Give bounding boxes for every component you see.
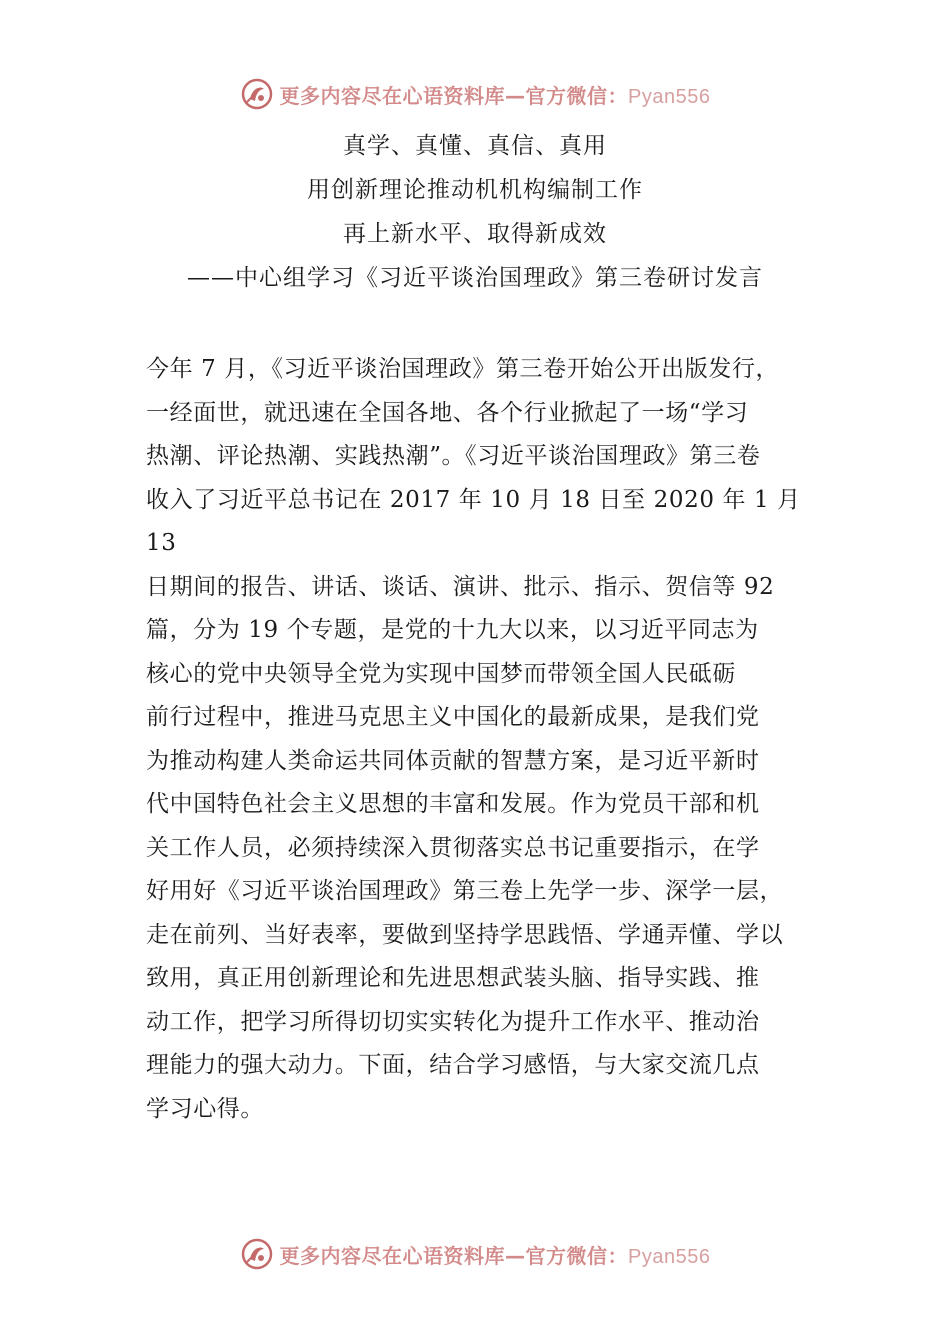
text-line: 好用好《习近平谈治国理政》第三卷上先学一步、深学一层，	[146, 878, 784, 904]
logo-icon	[240, 1237, 274, 1271]
text-line: 日期间的报告、讲话、谈话、演讲、批示、指示、贺信等 92	[146, 573, 775, 600]
header-banner	[0, 74, 950, 114]
text-line: 前行过程中，推进马克思主义中国化的最新成果，是我们党	[146, 704, 760, 730]
text-line: 核心的党中央领导全党为实现中国梦而带领全国人民砥砺	[146, 660, 736, 687]
text-line: 13	[146, 530, 177, 556]
text-line: 动工作，把学习所得切切实实转化为提升工作水平、推动治	[146, 1008, 760, 1035]
wechat-id: Pyan556	[628, 1245, 711, 1268]
title-line: 真学、真懂、真信、真用	[343, 133, 607, 159]
title-line: 再上新水平、取得新成效	[343, 221, 607, 247]
text-line: 学习心得。	[146, 1095, 264, 1122]
wechat-id: Pyan556	[628, 85, 711, 108]
text-line: 致用，真正用创新理论和先进思想武装头脑、指导实践、推	[146, 965, 760, 991]
body-paragraph	[146, 348, 816, 1131]
text-line: 关工作人员，必须持续深入贯彻落实总书记重要指示，在学	[146, 834, 760, 861]
text-line: 篇，分为 19 个专题，是党的十九大以来，以习近平同志为	[146, 617, 759, 643]
text-line: 为推动构建人类命运共同体贡献的智慧方案，是习近平新时	[146, 747, 760, 774]
footer-banner	[0, 1234, 950, 1274]
title-line: 用创新理论推动机机构编制工作	[307, 177, 643, 203]
document-title	[0, 124, 950, 300]
subtitle-line: ——中心组学习《习近平谈治国理政》第三卷研讨发言	[187, 265, 763, 291]
text-line: 收入了习近平总书记在 2017 年 10 月 18 日至 2020 年 1 月	[146, 486, 801, 513]
text-line: 今年 7 月，《习近平谈治国理政》第三卷开始公开出版发行，	[146, 356, 780, 382]
text-line: 代中国特色社会主义思想的丰富和发展。作为党员干部和机	[146, 791, 760, 817]
text-line: 热潮、评论热潮、实践热潮”。《习近平谈治国理政》第三卷	[146, 443, 761, 469]
text-line: 一经面世，就迅速在全国各地、各个行业掀起了一场“学习	[146, 399, 749, 426]
banner-text: 更多内容尽在心语资料库—官方微信：Pyan556	[279, 83, 711, 108]
logo-icon	[240, 77, 274, 111]
text-line: 走在前列、当好表率，要做到坚持学思践悟、学通弄懂、学以	[146, 921, 784, 948]
banner-text: 更多内容尽在心语资料库—官方微信：Pyan556	[279, 1243, 711, 1268]
text-line: 理能力的强大动力。下面，结合学习感悟，与大家交流几点	[146, 1052, 760, 1078]
